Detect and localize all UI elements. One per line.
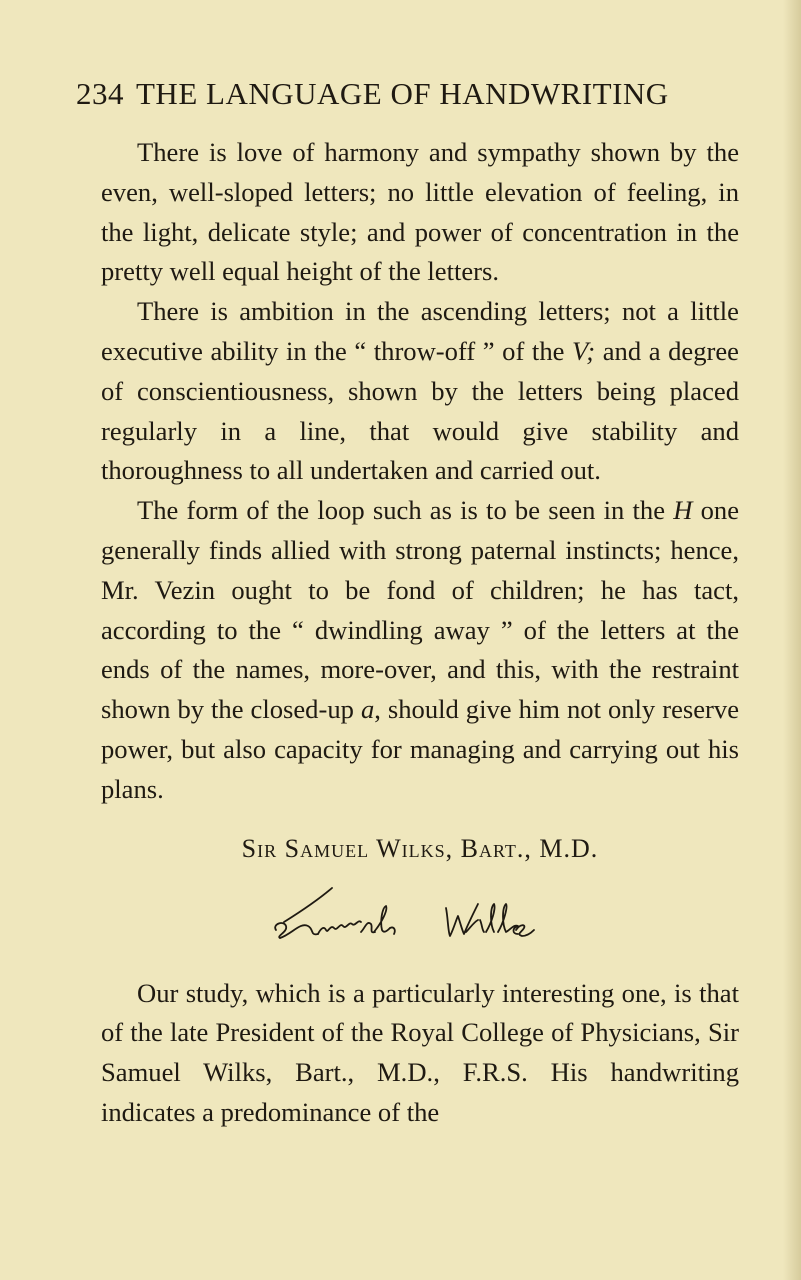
paragraph-loop-part-1: The form of the loop such as is to be seen in the xyxy=(137,495,674,526)
body-text xyxy=(101,133,739,1133)
paragraph-ambition-part-2: and a degree of conscientiousness, shown by the letters being placed regularly in a line, that would give stability and thoroughness to all undertaken and carried out. xyxy=(101,335,739,486)
paragraph-ambition xyxy=(101,292,739,491)
letter-v-reference: V; xyxy=(572,335,596,366)
handwritten-signature xyxy=(270,882,570,952)
paragraph-loop-part-3: , should give him not only reserve power, but also capacity for managing and carrying out his plans. xyxy=(101,694,740,804)
paragraph-study: Our study, which is a particularly interesting one, is that of the late President of the Royal College of Physicians, Sir Samuel Wilks, Bart., M.D., F.R.S. His handwriting indicates a predominance of the xyxy=(101,977,739,1127)
letter-h-reference: H xyxy=(673,495,693,526)
running-header xyxy=(76,76,726,112)
paragraph-loop-part-2: one generally finds allied with strong paternal instincts; hence, Mr. Vezin ought to be fond of children; he has tact, according to the “ dwindling away ” of the letters at the ends of the names, more-over, and this, with the restraint shown by the closed-up xyxy=(101,495,740,725)
section-heading: Sir Samuel Wilks, Bart., M.D. xyxy=(241,833,599,863)
page-edge-shadow xyxy=(783,0,801,1280)
book-title: THE LANGUAGE OF HANDWRITING xyxy=(136,76,669,111)
letter-a-reference: a xyxy=(360,694,375,725)
paragraph-harmony: There is love of harmony and sympathy shown by the even, well-sloped letters; no little elevation of feeling, in the light, delicate style; and power of concentration in the pretty well equal height of the letters. xyxy=(101,137,739,287)
paragraph-ambition-part-1: There is ambition in the ascending letters; not a little executive ability in the “ throw-off ” of the xyxy=(101,296,739,366)
page-number: 234 xyxy=(76,76,124,111)
paragraph-loop xyxy=(101,491,739,809)
